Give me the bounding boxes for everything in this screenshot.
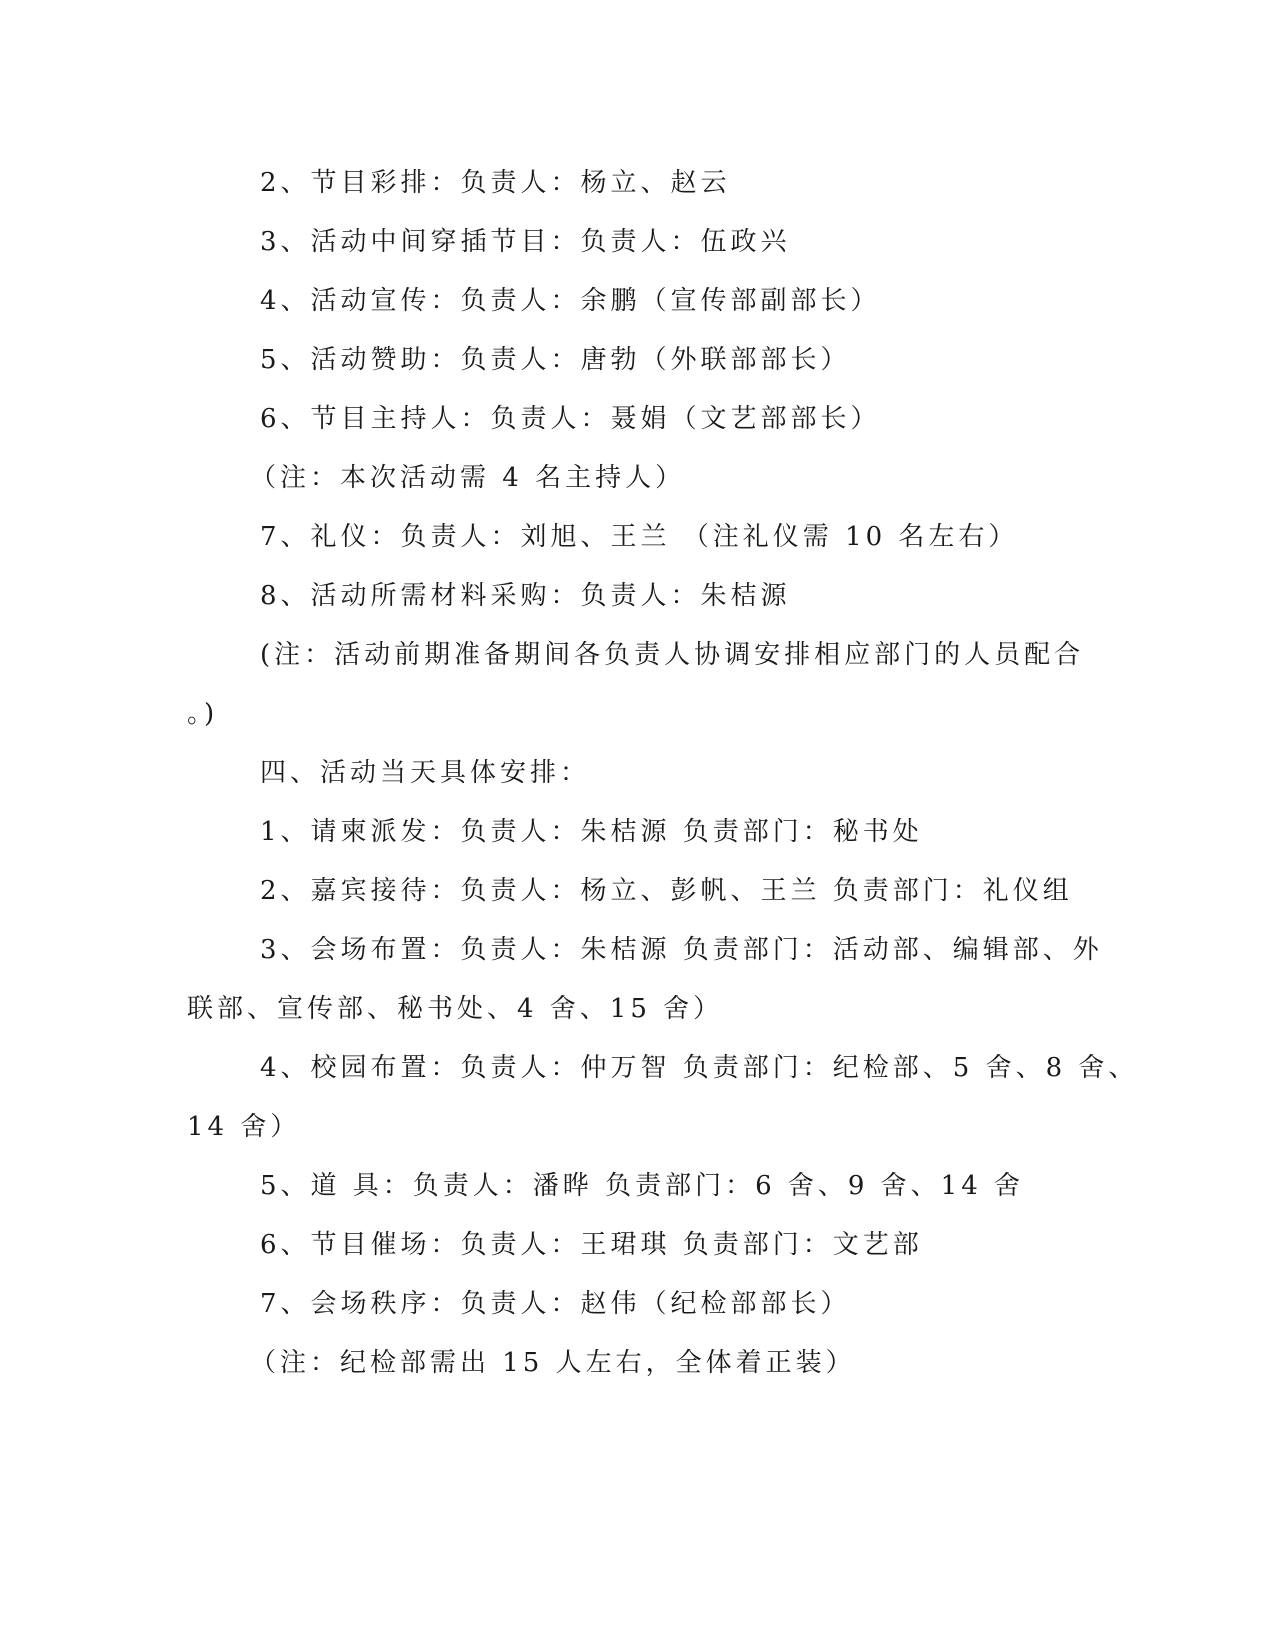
text-line: 6、节目催场：负责人：王珺琪 负责部门：文艺部 xyxy=(260,1230,923,1260)
note-line: （注：本次活动需 4 名主持人） xyxy=(250,463,686,493)
text-line: 7、礼仪：负责人：刘旭、王兰 （注礼仪需 10 名左右） xyxy=(260,522,1019,552)
text-line: 6、节目主持人：负责人：聂娟（文艺部部长） xyxy=(260,404,881,434)
text-line-continuation: 14 舍） xyxy=(187,1112,301,1142)
note-line-continuation: 。) xyxy=(187,699,219,729)
text-line: 4、活动宣传：负责人：余鹏（宣传部副部长） xyxy=(260,286,881,316)
text-line: 5、活动赞助：负责人：唐勃（外联部部长） xyxy=(260,345,851,375)
text-line: 3、活动中间穿插节目：负责人：伍政兴 xyxy=(260,227,791,257)
text-line: 4、校园布置：负责人：仲万智 负责部门：纪检部、5 舍、8 舍、 xyxy=(260,1053,1139,1083)
text-line: 8、活动所需材料采购：负责人：朱桔源 xyxy=(260,581,791,611)
note-line: （注：纪检部需出 15 人左右，全体着正装） xyxy=(250,1348,856,1378)
text-line: 2、嘉宾接待：负责人：杨立、彭帆、王兰 负责部门：礼仪组 xyxy=(260,876,1073,906)
note-line: (注：活动前期准备期间各负责人协调安排相应部门的人员配合 xyxy=(260,640,1085,670)
text-line-continuation: 联部、宣传部、秘书处、4 舍、15 舍） xyxy=(187,994,724,1024)
text-line: 7、会场秩序：负责人：赵伟（纪检部部长） xyxy=(260,1289,851,1319)
section-heading: 四、活动当天具体安排： xyxy=(260,758,591,788)
text-line: 3、会场布置：负责人：朱桔源 负责部门：活动部、编辑部、外 xyxy=(260,935,1103,965)
text-line: 1、请柬派发：负责人：朱桔源 负责部门：秘书处 xyxy=(260,817,923,847)
text-line: 2、节目彩排：负责人：杨立、赵云 xyxy=(260,168,731,198)
text-line: 5、道 具：负责人：潘晔 负责部门：6 舍、9 舍、14 舍 xyxy=(260,1171,1025,1201)
